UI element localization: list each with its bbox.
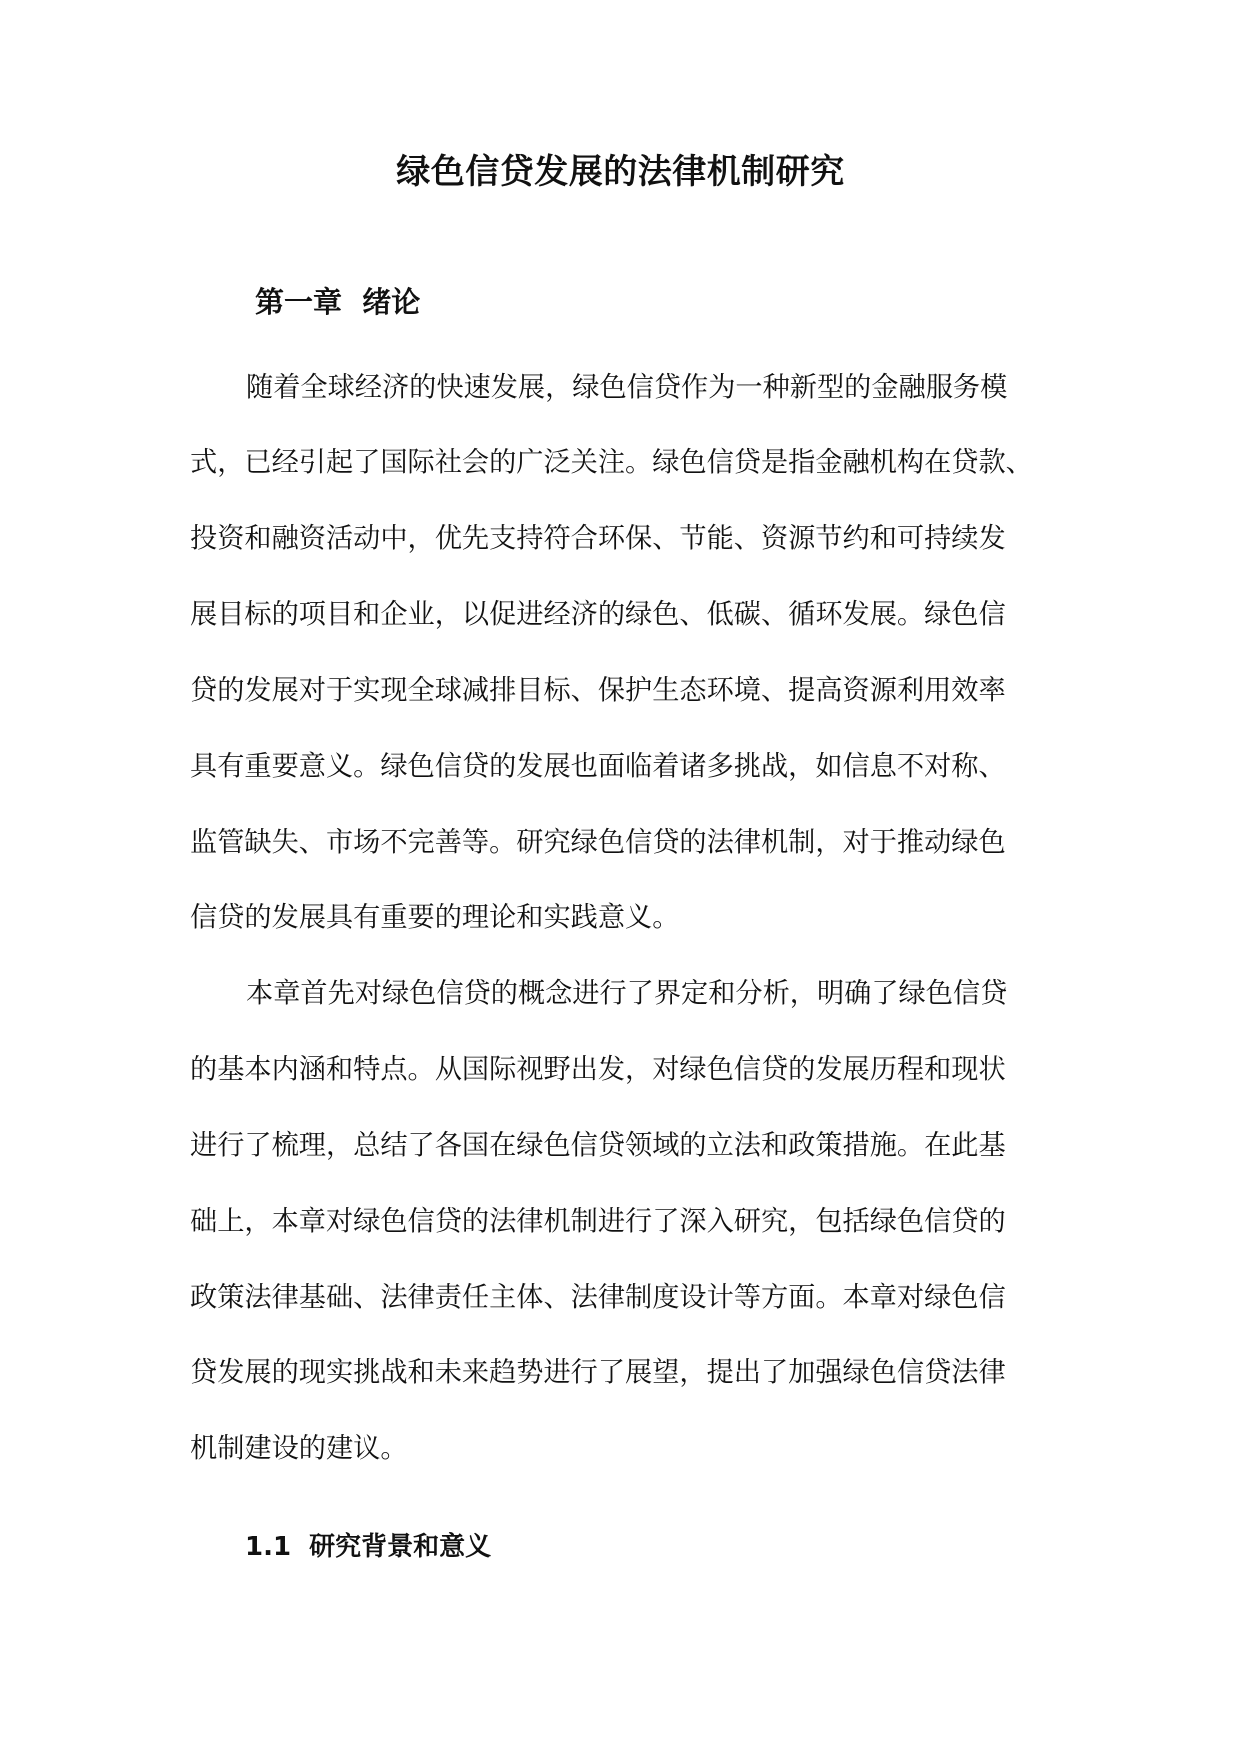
document-title: 绿色信贷发展的法律机制研究 (396, 152, 845, 192)
paragraph-line: 的基本内涵和特点。从国际视野出发，对绿色信贷的发展历程和现状 (190, 1054, 1006, 1085)
paragraph-line: 信贷的发展具有重要的理论和实践意义。 (190, 902, 680, 933)
paragraph-line: 本章首先对绿色信贷的概念进行了界定和分析，明确了绿色信贷 (246, 978, 1008, 1009)
paragraph-line: 投资和融资活动中，优先支持符合环保、节能、资源节约和可持续发 (190, 523, 1006, 554)
section-heading: 1.1 研究背景和意义 (245, 1532, 492, 1562)
paragraph-line: 展目标的项目和企业，以促进经济的绿色、低碳、循环发展。绿色信 (190, 599, 1006, 630)
paragraph-line: 具有重要意义。绿色信贷的发展也面临着诸多挑战，如信息不对称、 (190, 751, 1006, 782)
paragraph-line: 监管缺失、市场不完善等。研究绿色信贷的法律机制，对于推动绿色 (190, 827, 1006, 858)
paragraph-line: 贷的发展对于实现全球减排目标、保护生态环境、提高资源利用效率 (190, 675, 1006, 706)
paragraph-line: 机制建设的建议。 (190, 1433, 408, 1464)
paragraph-line: 式，已经引起了国际社会的广泛关注。绿色信贷是指金融机构在贷款、 (190, 447, 1033, 478)
paragraph-line: 础上，本章对绿色信贷的法律机制进行了深入研究，包括绿色信贷的 (190, 1206, 1006, 1237)
paragraph-line: 贷发展的现实挑战和未来趋势进行了展望，提出了加强绿色信贷法律 (190, 1357, 1006, 1388)
chapter-heading: 第一章 绪论 (255, 285, 421, 319)
paragraph-line: 政策法律基础、法律责任主体、法律制度设计等方面。本章对绿色信 (190, 1282, 1006, 1313)
paragraph-line: 进行了梳理，总结了各国在绿色信贷领域的立法和政策措施。在此基 (190, 1130, 1006, 1161)
paragraph-line: 随着全球经济的快速发展，绿色信贷作为一种新型的金融服务模 (246, 372, 1008, 403)
